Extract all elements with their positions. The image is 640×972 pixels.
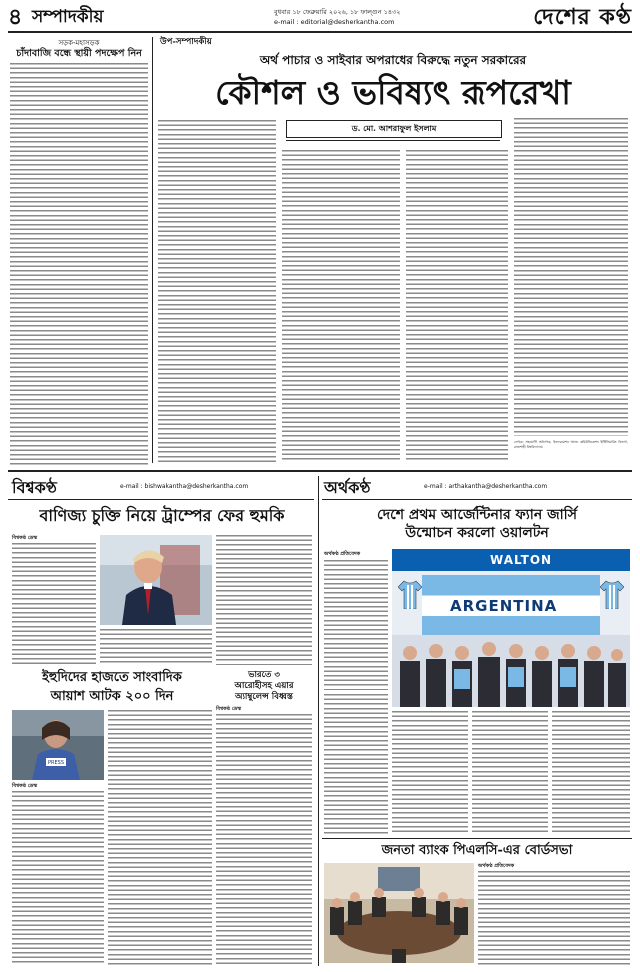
feature-headline-top: অর্থ পাচার ও সাইবার অপরাধের বিরুদ্ধে নতুন সরকারের: [259, 53, 527, 67]
page-header: [8, 4, 632, 34]
walton-banner-text: WALTON: [490, 553, 553, 567]
world-third-headline-2: আরোহীসহ এয়ার: [234, 681, 294, 691]
journalist-photo: [12, 710, 104, 780]
economy-section-title: অর্থকণ্ঠ: [324, 478, 371, 497]
economy-lead-headline-1: দেশে প্রথম আর্জেন্টিনার ফ্যান জার্সি: [377, 507, 577, 523]
feature-headline-main: কৌশল ও ভবিষ্যৎ রূপরেখা: [215, 73, 571, 112]
upper-lower-divider: [8, 470, 632, 472]
world-second-body-col-2: [108, 710, 212, 966]
feature-body-col-1: [158, 120, 276, 462]
world-lead-body-col-3: [216, 535, 312, 665]
argentina-backdrop-text: ARGENTINA: [450, 597, 558, 615]
people-group: [392, 635, 630, 707]
jersey-icon: [600, 579, 624, 609]
world-economy-divider: [318, 476, 319, 966]
svg-text:PRESS: PRESS: [48, 760, 64, 766]
economy-lead-body-col-1: [324, 560, 388, 690]
world-lead-byline: বিশ্বকণ্ঠ ডেস্ক: [12, 535, 38, 541]
economy-second-body: [478, 871, 630, 966]
economy-section-email[interactable]: e-mail : arthakantha@desherkantha.com: [424, 483, 548, 490]
feature-body-col-4: [514, 118, 628, 436]
world-second-byline: বিশ্বকণ্ঠ ডেস্ক: [12, 783, 38, 789]
feature-body-col-2: [282, 150, 400, 462]
masthead-logo: দেশের কণ্ঠ: [533, 4, 632, 30]
feature-kicker: উপ-সম্পাদকীয়: [160, 37, 212, 47]
editorial-divider: [152, 37, 153, 463]
jersey-icon: [398, 579, 422, 609]
economy-lead-headline-2: উন্মোচন করলো ওয়ালটন: [405, 525, 549, 541]
economy-lead-body-col-5: [552, 711, 630, 834]
page-number: ৪: [8, 4, 23, 30]
economy-header-rule: [322, 499, 632, 500]
world-header-rule: [8, 499, 314, 500]
economy-second-headline: জনতা ব্যাংক পিএলসি-এর বোর্ডসভা: [381, 843, 573, 858]
feature-byline: ড. মো. আশরাফুল ইসলাম: [351, 122, 437, 133]
feature-byline-box: [286, 120, 502, 138]
editorial-body: [10, 63, 148, 465]
header-rule: [8, 31, 632, 33]
world-third-byline: বিশ্বকণ্ঠ ডেস্ক: [216, 706, 242, 712]
economy-story-divider: [322, 838, 632, 839]
economy-second-byline: অর্থকণ্ঠ প্রতিবেদক: [478, 863, 515, 869]
issue-date: বুধবার ১৮ ফেব্রুয়ারি ২০২৬, ১৮ ফাল্গুন ১৪৩২: [274, 8, 401, 16]
world-second-body-col-1: [12, 791, 104, 966]
world-third-body: [216, 714, 312, 966]
world-third-headline-1: ভারতে ৩: [248, 670, 280, 680]
feature-author-note: লেখক: সহযোগী অধ্যাপক, ইনফরমেশন অ্যান্ড কমিউনিকেশন ইঞ্জিনিয়ারিং বিভাগ, রাজশাহী বিশ্ববিদ্যালয়: [514, 440, 628, 449]
board-meeting-photo: [324, 863, 474, 963]
byline-underline: [286, 140, 500, 141]
editorial-email[interactable]: e-mail : editorial@desherkantha.com: [274, 18, 395, 26]
world-second-headline-1: ইহুদিদের হাজতে সাংবাদিক: [42, 670, 182, 685]
economy-lead-body-col-2: [324, 694, 388, 834]
world-second-headline-2: আয়াশ আটক ২০০ দিন: [50, 689, 174, 704]
trump-photo: [100, 535, 212, 625]
economy-lead-body-col-3: [392, 711, 468, 834]
world-lead-body-col-2: [100, 629, 212, 665]
editorial-title: চাঁদাবাজি বন্ধে স্থায়ী পদক্ষেপ নিন: [16, 48, 142, 59]
feature-body-col-3: [406, 150, 508, 462]
walton-jersey-photo: [392, 549, 630, 707]
world-third-headline-3: অ্যাম্বুলেন্স বিধ্বস্ত: [235, 692, 293, 702]
section-title: সম্পাদকীয়: [32, 7, 104, 27]
editorial-kicker: সড়ক-মহাসড়ক: [58, 39, 100, 47]
world-lead-body-col-1: [12, 543, 96, 665]
world-lead-headline: বাণিজ্য চুক্তি নিয়ে ট্রাম্পের ফের হুমকি: [39, 506, 285, 525]
economy-lead-byline: অর্থকণ্ঠ প্রতিবেদক: [324, 551, 361, 557]
world-section-email[interactable]: e-mail : bishwakantha@desherkantha.com: [120, 483, 249, 490]
economy-lead-body-col-4: [472, 711, 548, 834]
world-section-title: বিশ্বকণ্ঠ: [12, 478, 57, 497]
